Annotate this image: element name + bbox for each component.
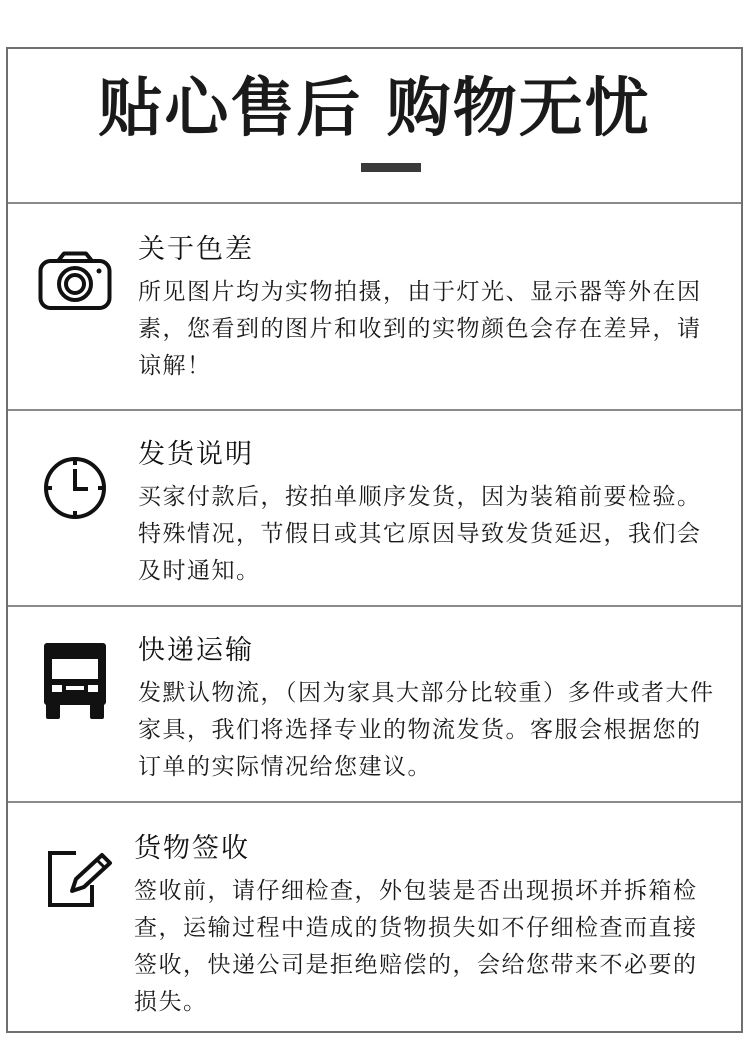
section-goods-receipt (8, 803, 741, 1033)
after-sales-panel (6, 47, 743, 1033)
header (8, 49, 741, 204)
truck-icon (42, 641, 108, 725)
section-express-delivery (8, 607, 741, 803)
title-underline (361, 163, 421, 172)
section-title: 发货说明 (138, 439, 254, 470)
page-title: 贴心售后 购物无忧 (98, 72, 651, 146)
section-title: 货物签收 (134, 833, 250, 864)
section-shipping-notes (8, 411, 741, 607)
clock-icon (42, 455, 108, 525)
section-body: 买家付款后，按拍单顺序发货，因为装箱前要检验。特殊情况，节假日或其它原因导致发货延迟，我们会及时通知。 (138, 484, 702, 584)
section-body: 签收前，请仔细检查，外包装是否出现损坏并拆箱检查，运输过程中造成的货物损失如不仔细检查而直接签收，快递公司是拒绝赔偿的，会给您带来不必要的损失。 (134, 878, 698, 1015)
section-color-difference (8, 204, 741, 411)
section-body: 所见图片均为实物拍摄，由于灯光、显示器等外在因素，您看到的图片和收到的实物颜色会存在差异，请谅解！ (138, 279, 702, 379)
section-title: 快递运输 (138, 635, 254, 666)
camera-icon (38, 251, 112, 315)
section-title: 关于色差 (138, 234, 254, 265)
section-body: 发默认物流，（因为家具大部分比较重）多件或者大件家具，我们将选择专业的物流发货。客服会根据您的订单的实际情况给您建议。 (138, 680, 715, 780)
document-edit-icon (48, 851, 116, 913)
